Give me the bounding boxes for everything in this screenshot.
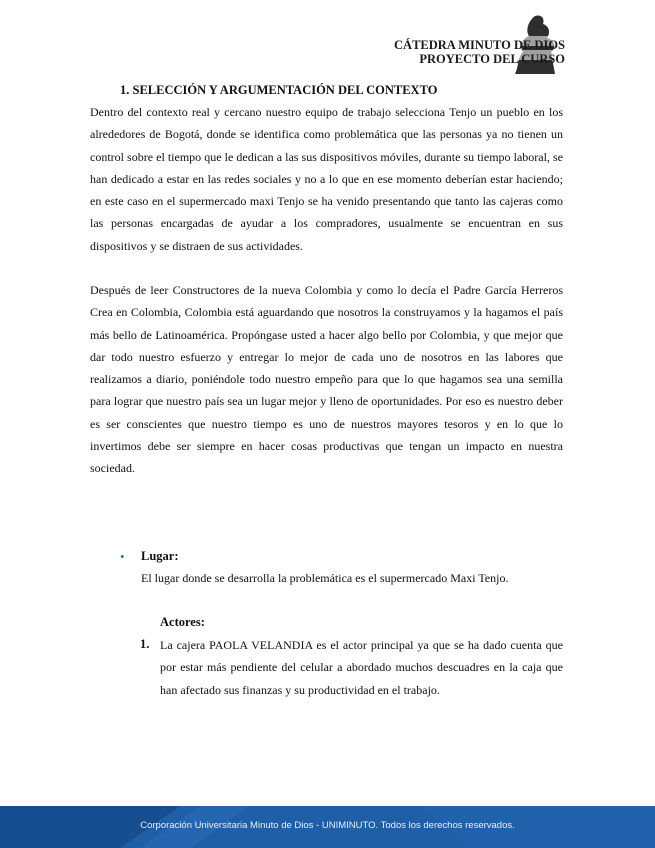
section-heading: 1. SELECCIÓN Y ARGUMENTACIÓN DEL CONTEXTO bbox=[120, 83, 438, 97]
list-item-number: 1. bbox=[140, 637, 150, 651]
footer-copyright: Corporación Universitaria Minuto de Dios - UNIMINUTO. Todos los derechos reservados. bbox=[140, 820, 515, 831]
bullet-icon: • bbox=[120, 549, 125, 564]
context-paragraph: Dentro del contexto real y cercano nuestro equipo de trabajo selecciona Tenjo un pueblo en los alrededores de Bogotá, donde se identifica como problemática que las personas ya no tienen un control sobre el tiempo que le dedican a las sus dispositivos móviles, durante su tiempo laboral, se han dedicado a estar en las redes sociales y no a lo que en ese momento deberían estar haciendo; en este caso en el supermercado maxi Tenjo se ha venido presentando que tanto las cajeras como las personas encargadas de ayudar a los compradores, usualmente se encuentran en sus dispositivos y se distraen de sus actividades. bbox=[90, 105, 563, 253]
actores-heading: Actores: bbox=[160, 615, 205, 629]
lugar-description: El lugar donde se desarrolla la problemática es el supermercado Maxi Tenjo. bbox=[141, 571, 509, 585]
header-title: CÁTEDRA MINUTO DE DIOS bbox=[394, 38, 565, 52]
lugar-heading: Lugar: bbox=[141, 549, 179, 563]
list-item: La cajera PAOLA VELANDIA es el actor principal ya que se ha dado cuenta que por estar más pendiente del celular a abordado muchos descuadres en la caja que han afectado sus finanzas y su productividad en el trabajo. bbox=[160, 638, 563, 697]
document-header bbox=[394, 38, 565, 66]
reflection-paragraph: Después de leer Constructores de la nueva Colombia y como lo decía el Padre García Herreros Crea en Colombia, Colombia está aguardando que nosotros la construyamos y la hagamos el país más bello de Latinoamérica. Propóngase usted a hacer algo bello por Colombia, y que mejor que dar todo nuestro esfuerzo y entregar lo mejor de cada uno de nosotros en las labores que realizamos a diario, poniéndole todo nuestro empeño para que lo que hagamos sea una semilla para lograr que nuestro país sea un lugar mejor y lleno de oportunidades. Por eso es nuestro deber es ser conscientes que nuestro tiempo es uno de nuestros mayores tesoros y en lo que lo invertimos debe ser siempre en hacer cosas productivas que tengan un impacto en nuestra sociedad. bbox=[90, 283, 563, 476]
page-footer bbox=[0, 806, 655, 848]
header-subtitle: PROYECTO DEL CURSO bbox=[419, 52, 565, 66]
